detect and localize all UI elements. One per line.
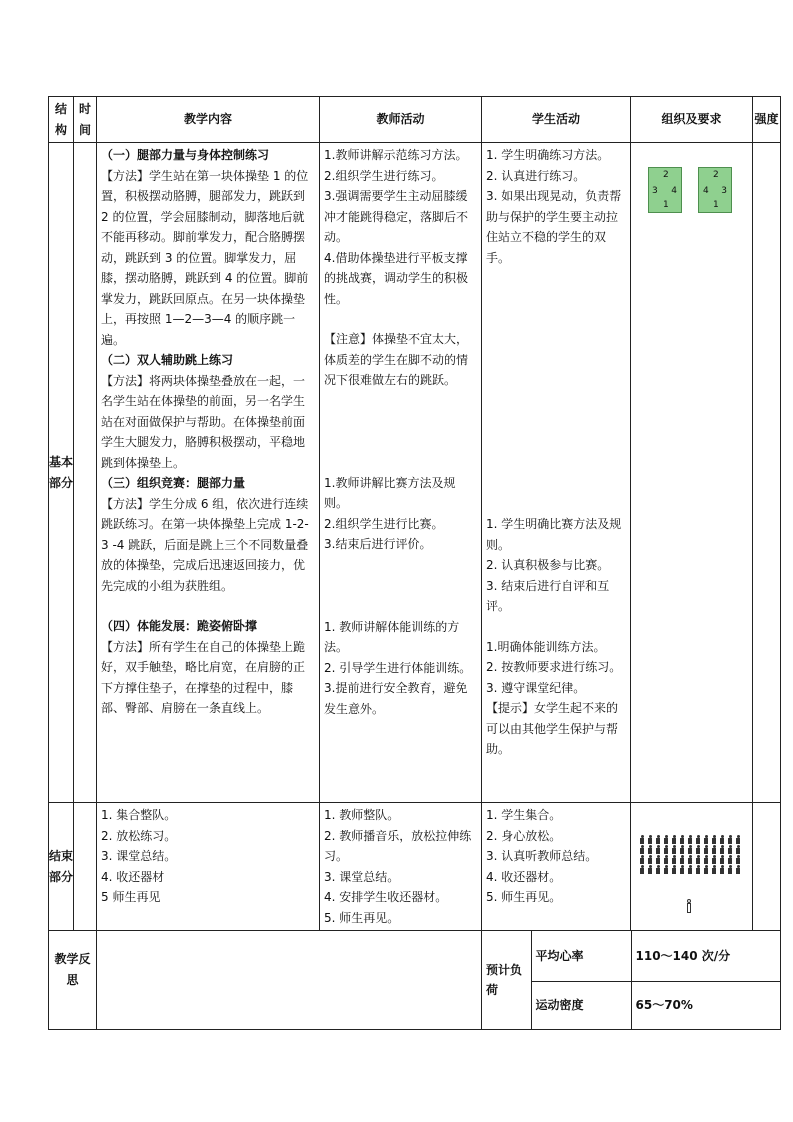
basic-teacher-cell: [320, 143, 482, 803]
student-b-1: 1. 学生明确比赛方法及规则。: [486, 517, 622, 552]
gym-mat-diagram-2: [698, 167, 732, 213]
basic-intensity-cell: [753, 143, 781, 803]
student-tip: 【提示】女学生起不来的可以由其他学生保护与帮助。: [486, 701, 619, 756]
load-cell: [482, 931, 781, 1030]
teacher-a-2: 2.组织学生进行练习。: [324, 168, 444, 183]
closing-content-5: 5 师生再见: [101, 890, 161, 904]
exercise-1-title: （一）腿部力量与身体控制练习: [101, 148, 270, 162]
exercise-3-title: （三）组织竞赛：腿部力量: [101, 476, 246, 490]
closing-teacher-4: 4. 安排学生收还器材。: [324, 890, 448, 904]
student-a-1: 1. 学生明确练习方法。: [486, 148, 610, 162]
closing-organization-cell: [631, 803, 753, 931]
lesson-plan-table: [48, 96, 781, 1030]
student-b-2: 2. 认真积极参与比赛。: [486, 558, 610, 572]
closing-intensity-cell: [753, 803, 781, 931]
teacher-a-3: 3.强调需要学生主动屈膝缓冲才能跳得稳定，落脚后不动。: [324, 189, 469, 244]
teacher-b-3: 3.结束后进行评价。: [324, 537, 432, 551]
heart-rate-label: 平均心率: [531, 931, 631, 981]
basic-time-cell: [74, 143, 97, 803]
load-subtable: [482, 931, 780, 1029]
student-b-3: 3. 结束后进行自评和互评。: [486, 578, 610, 613]
closing-teacher-5: 5. 师生再见。: [324, 910, 400, 925]
teacher-note: 【注意】体操垫不宜太大，体质差的学生在脚不动的情况下很难做左右的跳跃。: [324, 332, 469, 387]
student-formation-diagram: [639, 835, 747, 875]
closing-content-2: 2. 放松练习。: [101, 828, 177, 843]
basic-section-label: 基本部分: [49, 143, 74, 803]
closing-student-3: 3. 认真听教师总结。: [486, 849, 598, 863]
closing-student-4: 4. 收还器材。: [486, 869, 562, 884]
closing-time-cell: [74, 803, 97, 931]
teacher-a-4: 4.借助体操垫进行平板支撑的挑战赛，调动学生的积极性。: [324, 250, 469, 306]
reflection-cell: [97, 931, 482, 1030]
header-time: 时间: [74, 97, 97, 143]
closing-student-1: 1. 学生集合。: [486, 808, 562, 822]
header-student: 学生活动: [482, 97, 631, 143]
student-c-1: 1.明确体能训练方法。: [486, 639, 606, 654]
formation-row-3: [639, 855, 747, 864]
mat1-position-3: 3: [652, 186, 658, 196]
header-structure: 结构: [49, 97, 74, 143]
header-row: [49, 97, 781, 143]
header-organization: 组织及要求: [631, 97, 753, 143]
mat1-position-2: 2: [663, 170, 669, 180]
gym-mat-diagram-1: [648, 167, 682, 213]
exercise-4-title: （四）体能发展：跪姿俯卧撑: [101, 619, 258, 633]
header-intensity: 强度: [753, 97, 781, 143]
mat2-position-2: 2: [713, 170, 719, 180]
header-content: 教学内容: [97, 97, 320, 143]
closing-content-cell: [97, 803, 320, 931]
density-label: 运动密度: [531, 981, 631, 1029]
basic-student-cell: [482, 143, 631, 803]
mat1-position-4: 4: [671, 186, 677, 196]
teacher-c-1: 1. 教师讲解体能训练的方法。: [324, 619, 460, 654]
closing-teacher-cell: [320, 803, 482, 931]
closing-content-4: 4. 收还器材: [101, 869, 165, 884]
mat1-position-1: 1: [663, 200, 669, 210]
exercise-2-title: （二）双人辅助跳上练习: [101, 353, 234, 367]
student-c-2: 2. 按教师要求进行练习。: [486, 660, 622, 674]
density-value: 65～70%: [635, 998, 693, 1012]
exercise-1-text: 【方法】学生站在第一块体操垫 1 的位置，积极摆动胳膊，腿部发力，跳跃到 2 的位置，学会屈膝制动，脚落地后就不能再移动。脚前掌发力，配合胳膊摆动，跳跃到 3 的位置。脚掌发力，屈膝，摆动胳膊，跳跃到 4 的位置。脚前掌发力，跳跃回原点。在另一块体操垫上，再按照 1—2—3—4 的顺序跳一遍。: [101, 168, 309, 347]
basic-organization-cell: [631, 143, 753, 803]
load-label: 预计负荷: [482, 931, 531, 1029]
closing-content-1: 1. 集合整队。: [101, 808, 177, 822]
teacher-a-1: 1.教师讲解示范练习方法。: [324, 148, 468, 162]
formation-row-4: [639, 865, 747, 874]
student-c-3: 3. 遵守课堂纪律。: [486, 680, 586, 695]
header-teacher: 教师活动: [320, 97, 482, 143]
exercise-3-text: 【方法】学生分成 6 组，依次进行连续跳跃练习。在第一块体操垫上完成 1-2- 3 -4 跳跃，后面是跳上三个不同数量叠放的体操垫，完成后迅速返回接力，优先完成的小组为获胜组。: [101, 496, 309, 593]
closing-section-label: 结束部分: [49, 803, 74, 931]
mat2-position-3: 3: [721, 186, 727, 196]
reflection-label: 教学反思: [49, 931, 97, 1030]
basic-content-cell: [97, 143, 320, 803]
mat2-position-1: 1: [713, 200, 719, 210]
basic-section-row: [49, 143, 781, 803]
heart-rate-value: 110～140 次/分: [631, 931, 780, 981]
footer-row-1: [49, 931, 781, 982]
mat2-position-4: 4: [703, 186, 709, 196]
closing-teacher-1: 1. 教师整队。: [324, 808, 400, 822]
closing-section-row: [49, 803, 781, 931]
teacher-c-3: 3.提前进行安全教育，避免发生意外。: [324, 681, 468, 716]
closing-student-cell: [482, 803, 631, 931]
student-a-3: 3. 如果出现晃动，负责帮助与保护的学生要主动拉住站立不稳的学生的双手。: [486, 189, 622, 265]
closing-student-5: 5. 师生再见。: [486, 890, 562, 904]
closing-teacher-2: 2. 教师播音乐，放松拉伸练习。: [324, 828, 472, 863]
formation-row-1: [639, 835, 747, 844]
teacher-b-1: 1.教师讲解比赛方法及规则。: [324, 475, 456, 510]
exercise-4-text: 【方法】所有学生在自己的体操垫上跪好，双手触垫，略比肩宽，在肩膀的正下方撑住垫子，在撑垫的过程中，膝部、臀部、肩膀在一条直线上。: [101, 639, 306, 715]
teacher-c-2: 2. 引导学生进行体能训练。: [324, 660, 472, 675]
teacher-b-2: 2.组织学生进行比赛。: [324, 516, 444, 531]
closing-student-2: 2. 身心放松。: [486, 828, 562, 843]
teacher-figure-icon: [685, 899, 693, 913]
formation-row-2: [639, 845, 747, 854]
exercise-2-text: 【方法】将两块体操垫叠放在一起，一名学生站在体操垫的前面，另一名学生站在对面做保护与帮助。在体操垫前面学生大腿发力，胳膊积极摆动，平稳地跳到体操垫上。: [101, 373, 306, 470]
closing-content-3: 3. 课堂总结。: [101, 849, 177, 863]
student-a-2: 2. 认真进行练习。: [486, 168, 586, 183]
closing-teacher-3: 3. 课堂总结。: [324, 869, 400, 884]
